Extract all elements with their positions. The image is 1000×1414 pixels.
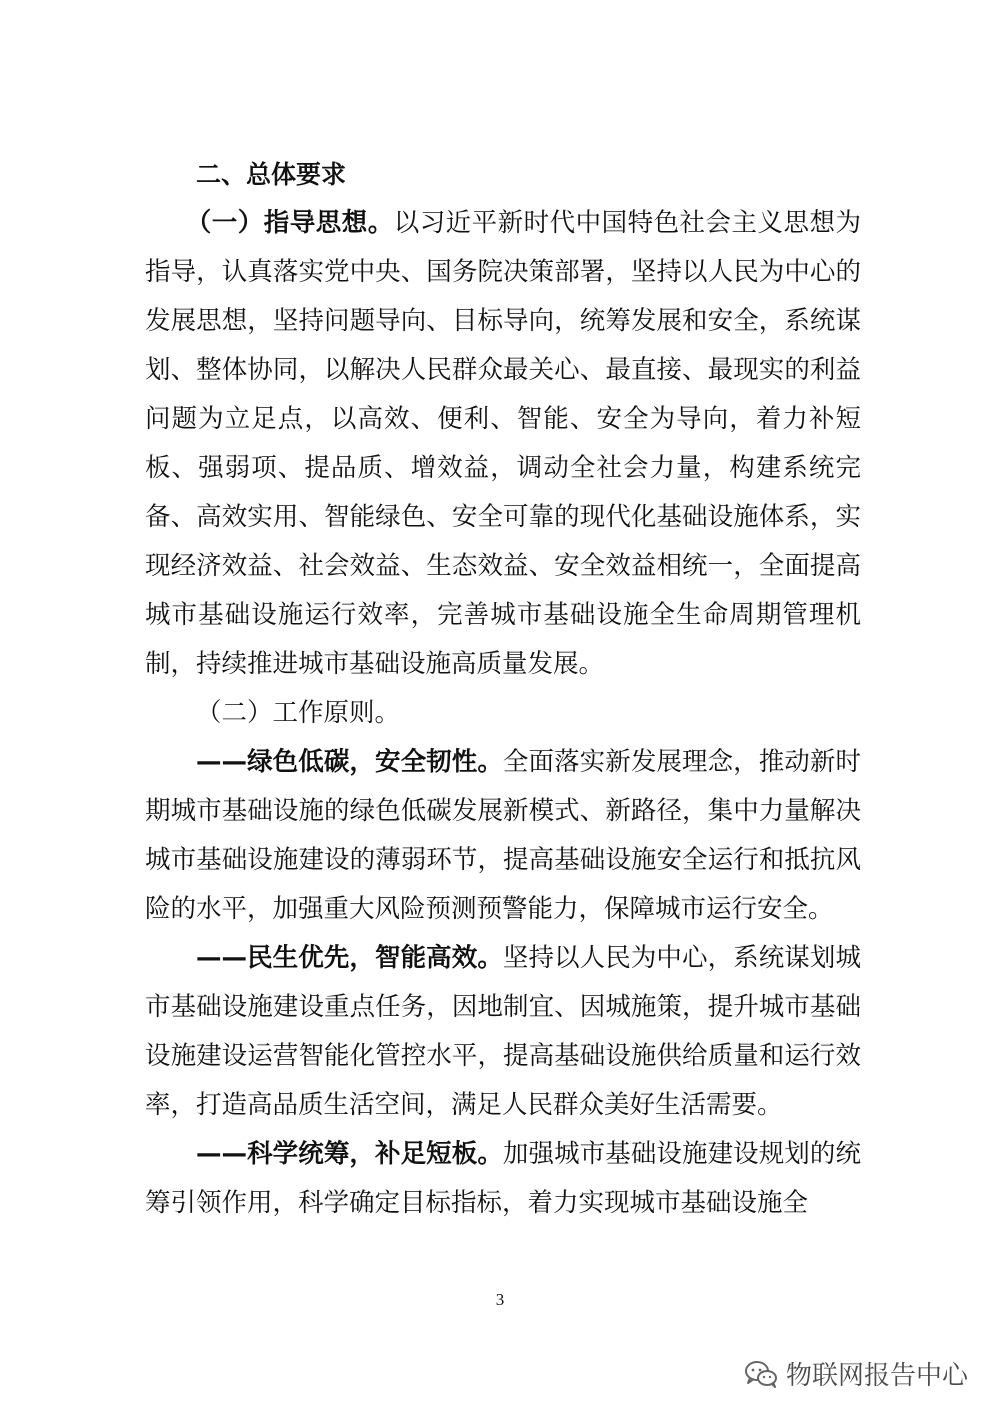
principle-lead-3: ——科学统筹，补足短板。	[196, 1139, 503, 1169]
principle-text-1: 全面落实新发展理念，推动新时期城市基础设施的绿色低碳发展新模式、新路径，集中力量解决城市基础设施建设的薄弱环节，提高基础设施安全运行和抵抗风险的水平，加强重大风险预测预警能力，保障城市运行安全。	[145, 747, 861, 924]
watermark-text: 物联网报告中心	[785, 1361, 968, 1391]
principle-text-3: 加强城市基础设施建设规划的统筹引领作用，科学确定目标指标，着力实现城市基础设施全	[145, 1139, 861, 1218]
wechat-icon	[744, 1359, 778, 1389]
page-number: 3	[495, 1290, 505, 1309]
body-text	[145, 199, 861, 1228]
principle-paragraph-1	[145, 738, 861, 934]
principles-heading: （二）工作原则。	[196, 698, 401, 728]
watermark	[744, 1355, 968, 1392]
guiding-label: （一）指导思想。	[185, 208, 394, 238]
principle-lead-1: ——绿色低碳，安全韧性。	[196, 747, 503, 777]
principle-paragraph-2	[145, 934, 861, 1130]
guiding-text: 以习近平新时代中国特色社会主义思想为指导，认真落实党中央、国务院决策部署，坚持以人民为中心的发展思想，坚持问题导向、目标导向，统筹发展和安全，系统谋划、整体协同，以解决人民群众最关心、最直接、最现实的利益问题为立足点，以高效、便利、智能、安全为导向，着力补短板、强弱项、提品质、增效益，调动全社会力量，构建系统完备、高效实用、智能绿色、安全可靠的现代化基础设施体系，实现经济效益、社会效益、生态效益、安全效益相统一，全面提高城市基础设施运行效率，完善城市基础设施全生命周期管理机制，持续推进城市基础设施高质量发展。	[145, 208, 861, 679]
guiding-paragraph	[145, 199, 861, 689]
principle-paragraph-3	[145, 1130, 861, 1228]
principle-lead-2: ——民生优先，智能高效。	[196, 943, 503, 973]
section-heading: 二、总体要求	[196, 160, 347, 189]
principle-text-2: 坚持以人民为中心，系统谋划城市基础设施建设重点任务，因地制宜、因城施策，提升城市基础设施建设运营智能化管控水平，提高基础设施供给质量和运行效率，打造高品质生活空间，满足人民群众美好生活需要。	[145, 943, 861, 1120]
